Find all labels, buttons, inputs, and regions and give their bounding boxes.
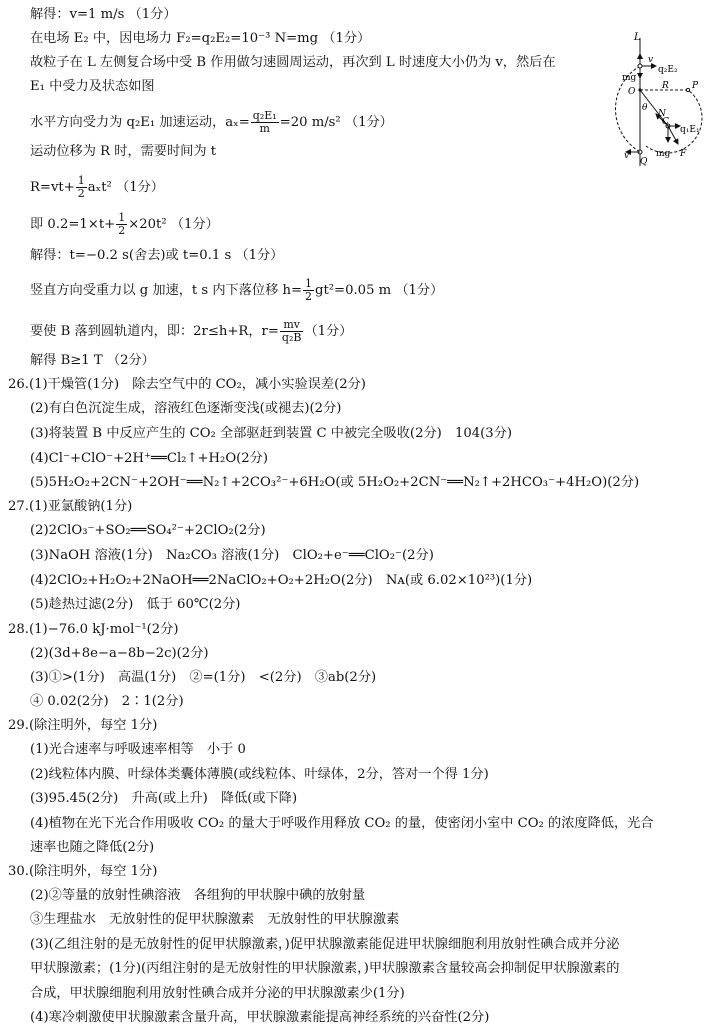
numerator: 1 <box>118 211 126 224</box>
solution-line-fraction <box>30 212 219 237</box>
f-arrow <box>668 126 678 144</box>
answer-line: 28.(1)−76.0 kJ·mol⁻¹(2分) <box>8 622 179 637</box>
answer-line: 甲状腺激素；(1分)(丙组注射的是无放射性的甲状腺激素，)甲状腺激素含量较高会抑制促甲状腺激素的 <box>30 961 620 976</box>
answer-line: (3)①>(1分) 高温(1分) ②=(1分) <(2分) ③ab(2分) <box>30 670 377 685</box>
label-r: R <box>662 81 669 91</box>
answer-line: 27.(1)亚氯酸钠(1分) <box>8 499 133 514</box>
text-segment: 要使 B 落到圆轨道内，即：2r≤h+R，r= <box>30 324 279 339</box>
answer-line: (3)(乙组注射的是无放射性的促甲状腺激素，)促甲状腺激素能促进甲状腺细胞利用放射性碘合成并分泌 <box>30 937 620 952</box>
label-v-top: v <box>648 55 654 65</box>
answer-line: 29.(除注明外，每空 1分) <box>8 718 158 733</box>
top-point <box>638 64 642 68</box>
solution-line-fraction <box>30 175 164 200</box>
force-diagram <box>596 26 708 168</box>
fraction <box>76 175 87 200</box>
solution-line: 运动位移为 R 时，需要时间为 t <box>30 144 217 159</box>
answer-line: 26.(1)干燥管(1分) 除去空气中的 CO₂，减小实验误差(2分) <box>8 377 366 392</box>
label-o: O <box>628 87 636 97</box>
denominator: 2 <box>305 290 313 303</box>
answer-line: (4)寒冷刺激使甲状腺激素含量升高，甲状腺激素能提高神经系统的兴奋性(2分) <box>30 1010 490 1025</box>
solution-line-fraction <box>30 278 443 303</box>
answer-line: (4)2ClO₂+H₂O₂+2NaOH══2NaClO₂+O₂+2H₂O(2分) Nᴀ(或 6.02×10²³)(1分) <box>30 573 533 588</box>
label-q1e1: q₁E₁ <box>680 125 700 135</box>
denominator: q₂B <box>281 331 302 344</box>
solution-line: 在电场 E₂ 中，因电场力 F₂=q₂E₂=10⁻³ N=mg （1分） <box>30 31 371 46</box>
label-q2e2: q₂E₂ <box>658 65 678 75</box>
numerator: 1 <box>305 277 313 290</box>
answer-line: ④ 0.02(2分) 2∶1(2分) <box>30 694 184 709</box>
solution-line: 解得：t=−0.2 s(舍去)或 t=0.1 s （1分） <box>30 248 284 263</box>
text-segment: R=vt+ <box>30 180 75 195</box>
answer-line: (2)②等量的放射性碘溶液 各组狗的甲状腺中碘的放射量 <box>30 888 366 903</box>
solution-line-fraction <box>30 110 393 135</box>
solution-line-fraction <box>30 319 352 344</box>
text-segment: 水平方向受力为 q₂E₁ 加速运动，aₓ= <box>30 115 250 130</box>
dashed-arc-right <box>640 90 702 153</box>
text-segment: =20 m/s² （1分） <box>279 115 393 130</box>
answer-line: (2)有白色沉淀生成，溶液红色逐渐变浅(或褪去)(2分) <box>30 401 342 416</box>
denominator: m <box>259 122 270 135</box>
numerator: q₂E₁ <box>252 109 277 122</box>
text-segment: 竖直方向受重力以 g 加速，t s 内下落位移 h= <box>30 283 303 298</box>
answer-line: (5)5H₂O₂+2CN⁻+2OH⁻══N₂↑+2CO₃²⁻+6H₂O(或 5H₂O₂+2CN⁻══N₂↑+2HCO₃⁻+4H₂O)(2分) <box>30 475 640 490</box>
answer-line: (3)将装置 B 中反应产生的 CO₂ 全部驱赶到装置 C 中被完全吸收(2分) 104(3分) <box>30 426 513 441</box>
label-mg-top: mg <box>622 73 637 83</box>
answer-line: (2)线粒体内膜、叶绿体类囊体薄膜(或线粒体、叶绿体，2分，答对一个得 1分) <box>30 767 489 782</box>
answer-line: (4)植物在光下光合作用吸收 CO₂ 的量大于呼吸作用释放 CO₂ 的量，使密闭小室中 CO₂ 的浓度降低，光合 <box>30 816 654 831</box>
answer-line: 30.(除注明外，每空 1分) <box>8 864 158 879</box>
solution-line: E₁ 中受力及状态如图 <box>30 79 155 94</box>
fraction <box>251 110 279 135</box>
numerator: mv <box>280 319 304 332</box>
text-segment: aₓt² （1分） <box>87 180 164 195</box>
text-segment: （1分） <box>304 324 353 339</box>
label-p: P <box>692 81 699 91</box>
answer-line: 速率也随之降低(2分) <box>30 840 155 855</box>
solution-line: 解得：v=1 m/s （1分） <box>30 7 177 22</box>
answer-line: (4)Cl⁻+ClO⁻+2H⁺══Cl₂↑+H₂O(2分) <box>30 451 269 466</box>
solution-line: 故粒子在 L 左侧复合场中受 B 作用做匀速圆周运动，再次到 L 时速度大小仍为 v，然后在 <box>30 55 556 70</box>
denominator: 2 <box>118 224 126 237</box>
answer-line: (1)光合速率与呼吸速率相等 小于 0 <box>30 742 246 757</box>
answer-line: (3)95.45(2分) 升高(或上升) 降低(或下降) <box>30 791 298 806</box>
fraction <box>280 319 304 344</box>
label-mg-bottom: mg <box>656 149 671 159</box>
label-v-bottom: v <box>624 151 630 161</box>
fraction <box>303 278 314 303</box>
text-segment: ×20t² （1分） <box>128 217 219 232</box>
fraction <box>116 212 127 237</box>
label-q: Q <box>640 157 648 167</box>
point-p <box>686 88 689 91</box>
label-l: L <box>634 32 641 43</box>
text-segment: 即 0.2=1×t+ <box>30 217 116 232</box>
answer-line: (2)2ClO₃⁻+SO₂══SO₄²⁻+2ClO₂(2分) <box>30 523 266 538</box>
answer-line: (3)NaOH 溶液(1分) Na₂CO₃ 溶液(1分) ClO₂+e⁻══ClO₂⁻(2分) <box>30 548 434 563</box>
denominator: 2 <box>77 187 85 200</box>
text-segment: gt²=0.05 m （1分） <box>315 283 444 298</box>
answer-line: 合成，甲状腺细胞利用放射性碘合成并分泌的甲状腺激素少(1分) <box>30 986 405 1001</box>
label-c: C <box>662 117 669 127</box>
label-n: N <box>658 109 666 119</box>
label-theta: θ <box>642 103 648 113</box>
answer-line: ③生理盐水 无放射性的促甲状腺激素 无放射性的甲状腺激素 <box>30 912 400 927</box>
solution-line: 解得 B≥1 T （2分） <box>30 353 155 368</box>
label-f: F <box>680 149 687 159</box>
answer-line: (5)趁热过滤(2分) 低于 60℃(2分) <box>30 597 241 612</box>
numerator: 1 <box>77 174 85 187</box>
answer-line: (2)(3d+8e−a−8b−2c)(2分) <box>30 646 209 661</box>
